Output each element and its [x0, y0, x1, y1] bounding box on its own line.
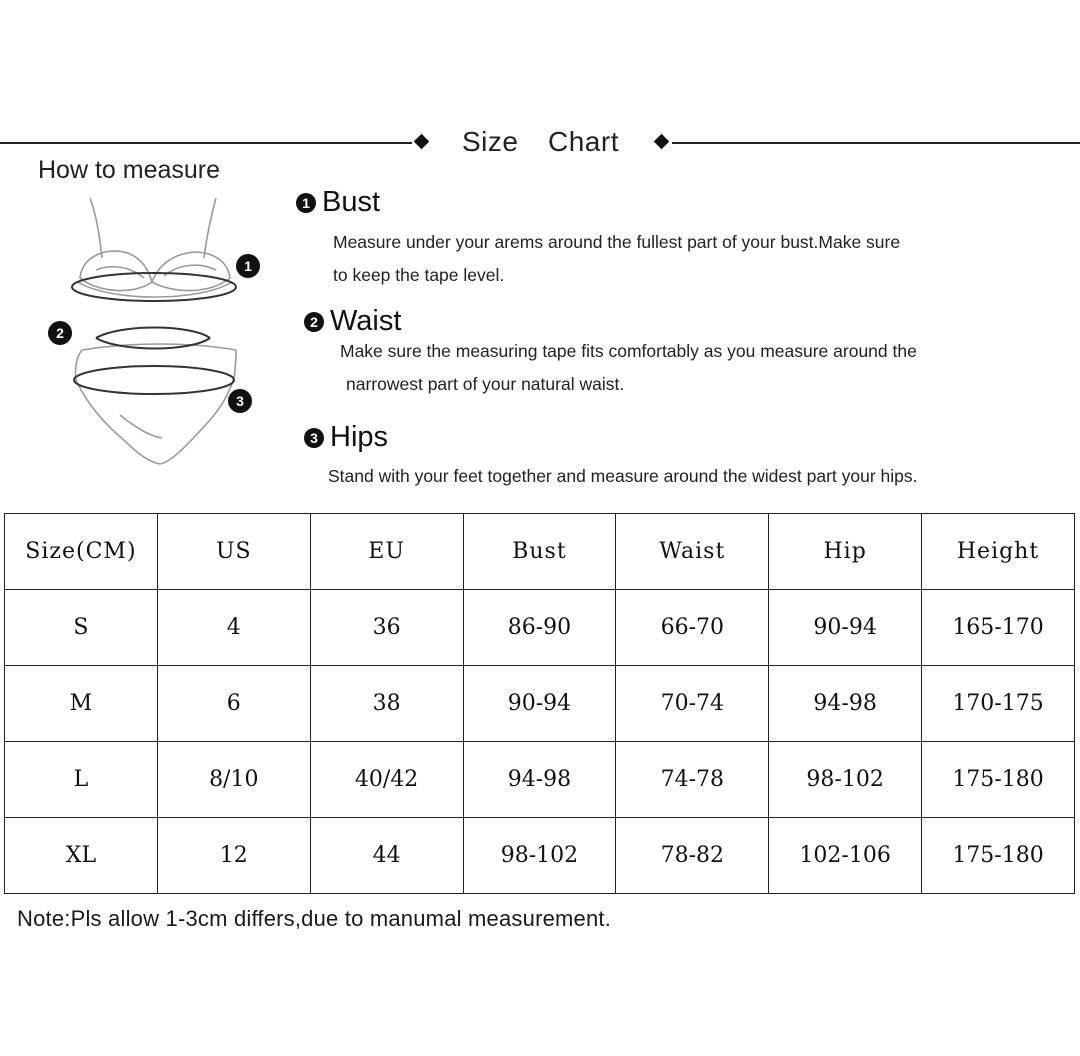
table-cell: 102-106: [769, 818, 922, 894]
table-cell: 165-170: [922, 590, 1075, 666]
table-cell: 8/10: [157, 742, 310, 818]
text-line: to keep the tape level.: [333, 265, 505, 285]
table-cell: 90-94: [769, 590, 922, 666]
waist-description: [340, 335, 1080, 401]
text-line: narrowest part of your natural waist.: [346, 374, 625, 394]
header-cell: Size(CM): [5, 514, 158, 590]
table-cell: S: [5, 590, 158, 666]
table-cell: 86-90: [463, 590, 616, 666]
number-badge: 2: [304, 312, 324, 332]
table-cell: 98-102: [463, 818, 616, 894]
header-cell: US: [157, 514, 310, 590]
header-rule-right: [672, 142, 1080, 144]
table-cell: 70-74: [616, 666, 769, 742]
hips-description: [328, 460, 1080, 493]
hips-title: Hips: [330, 421, 389, 453]
header-cell: Height: [922, 514, 1075, 590]
table-cell: 170-175: [922, 666, 1075, 742]
measurement-note: Note:Pls allow 1-3cm differs,due to manumal measurement.: [17, 906, 612, 931]
how-to-measure-label: How to measure: [38, 156, 221, 184]
title-word-chart: Chart: [548, 126, 619, 157]
table-cell: 44: [310, 818, 463, 894]
table-cell: 4: [157, 590, 310, 666]
bust-section: [296, 186, 901, 285]
size-table: [4, 513, 1075, 894]
header-rule-left: [0, 142, 412, 144]
diamond-icon: [654, 134, 670, 150]
table-cell: XL: [5, 818, 158, 894]
header-cell: EU: [310, 514, 463, 590]
header-cell: Bust: [463, 514, 616, 590]
table-cell: 98-102: [769, 742, 922, 818]
bust-title: Bust: [322, 186, 381, 218]
marker-3: 3: [236, 393, 244, 409]
text-line: Stand with your feet together and measure around the widest part your hips.: [328, 466, 918, 486]
table-cell: 36: [310, 590, 463, 666]
waist-section: [304, 305, 917, 394]
table-cell: 94-98: [463, 742, 616, 818]
waist-title: Waist: [330, 305, 402, 337]
table-cell: 78-82: [616, 818, 769, 894]
header-cell: Waist: [616, 514, 769, 590]
table-cell: 175-180: [922, 818, 1075, 894]
hips-section: [304, 421, 918, 486]
number-badge: 1: [296, 193, 316, 213]
table-cell: 38: [310, 666, 463, 742]
header-cell: Hip: [769, 514, 922, 590]
table-cell: 175-180: [922, 742, 1075, 818]
table-cell: 6: [157, 666, 310, 742]
diamond-icon: [414, 134, 430, 150]
table-cell: 90-94: [463, 666, 616, 742]
text-line: Measure under your arems around the fullest part of your bust.Make sure: [333, 232, 901, 252]
table-cell: 94-98: [769, 666, 922, 742]
title-word-size: Size: [462, 126, 519, 157]
table-row: [5, 590, 1075, 666]
marker-1: 1: [244, 258, 252, 274]
table-header-row: [5, 514, 1075, 590]
text-line: Make sure the measuring tape fits comfortably as you measure around the: [340, 341, 917, 361]
table-cell: 74-78: [616, 742, 769, 818]
table-row: [5, 742, 1075, 818]
table-cell: 12: [157, 818, 310, 894]
table-cell: 66-70: [616, 590, 769, 666]
bikini-measure-figure: [40, 190, 270, 475]
table-cell: M: [5, 666, 158, 742]
table-row: [5, 666, 1075, 742]
marker-2: 2: [56, 325, 64, 341]
table-cell: 40/42: [310, 742, 463, 818]
table-cell: L: [5, 742, 158, 818]
bust-description: [333, 226, 1053, 292]
number-badge: 3: [304, 428, 324, 448]
table-row: [5, 818, 1075, 894]
